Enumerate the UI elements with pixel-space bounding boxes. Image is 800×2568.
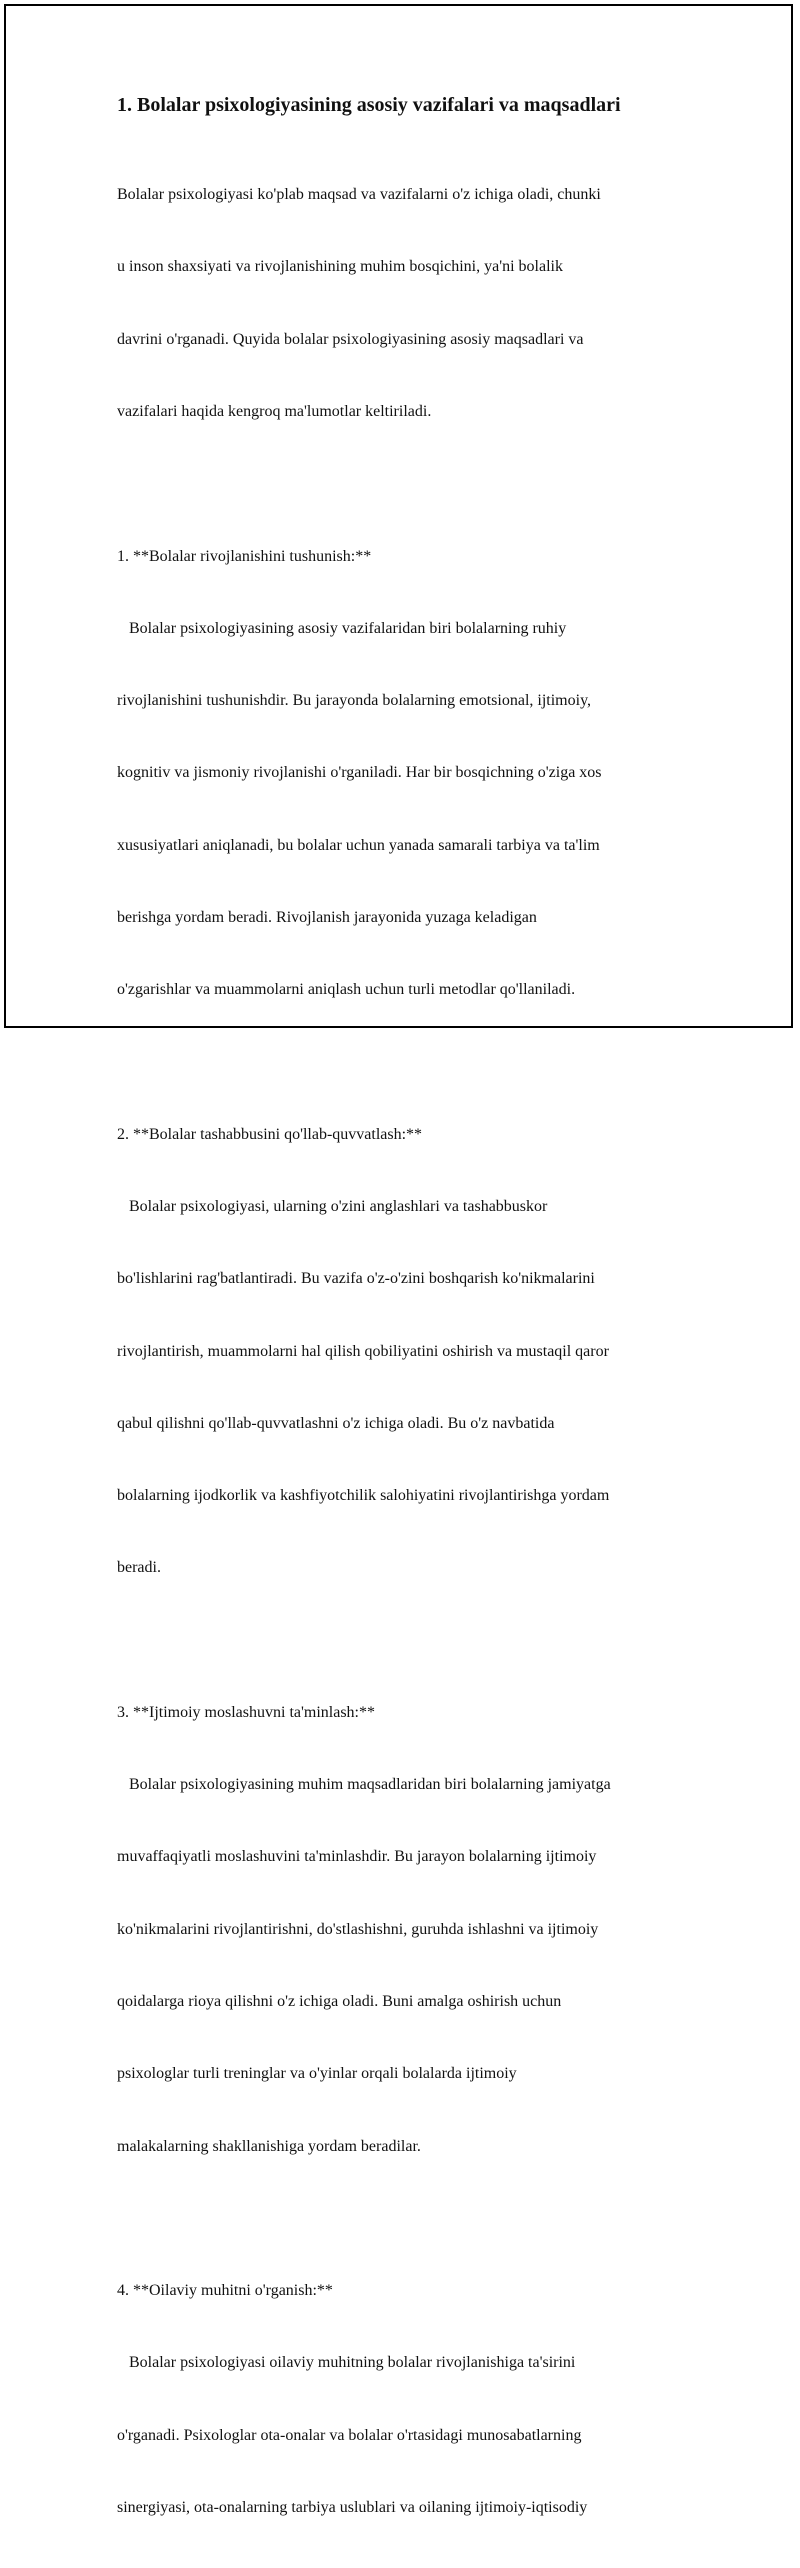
text-line: xususiyatlari aniqlanadi, bu bolalar uchun yanada samarali tarbiya va ta'lim	[117, 836, 600, 854]
text-line: o'zgarishlar va muammolarni aniqlash uchun turli metodlar qo'llaniladi.	[117, 981, 576, 999]
text-line: ko'nikmalarini rivojlantirishni, do'stlashishni, guruhda ishlashni va ijtimoiy	[117, 1920, 599, 1938]
list-item-4	[117, 2231, 697, 2568]
text-line: beradi.	[117, 1559, 161, 1577]
text-line: malakalarning shakllanishiga yordam beradilar.	[117, 2137, 421, 2155]
text-line: vazifalari haqida kengroq ma'lumotlar keltiriladi.	[117, 403, 432, 421]
text-line: rivojlanishini tushunishdir. Bu jarayonda bolalarning emotsional, ijtimoiy,	[117, 692, 592, 710]
text-line: psixologlar turli treninglar va o'yinlar orqali bolalarda ijtimoiy	[117, 2065, 517, 2083]
list-item-title: 1. **Bolalar rivojlanishini tushunish:**	[117, 547, 372, 565]
list-item-2	[117, 1074, 697, 1628]
text-line: bolalarning ijodkorlik va kashfiyotchilik salohiyatini rivojlantirishga yordam	[117, 1487, 610, 1505]
section-heading: 1. Bolalar psixologiyasining asosiy vazifalari va maqsadlari	[117, 94, 621, 116]
text-line: qoidalarga rioya qilishni o'z ichiga oladi. Buni amalga oshirish uchun	[117, 1992, 562, 2010]
text-line: Bolalar psixologiyasi ko'plab maqsad va vazifalarni o'z ichiga oladi, chunki	[117, 186, 601, 204]
text-line: rivojlantirish, muammolarni hal qilish qobiliyatini oshirish va mustaqil qaror	[117, 1342, 609, 1360]
intro-paragraph	[117, 135, 697, 472]
text-line: berishga yordam beradi. Rivojlanish jarayonida yuzaga keladigan	[117, 908, 537, 926]
text-line: bo'lishlarini rag'batlantiradi. Bu vazifa o'z-o'zini boshqarish ko'nikmalarini	[117, 1270, 595, 1288]
text-line: o'rganadi. Psixologlar ota-onalar va bolalar o'rtasidagi munosabatlarning	[117, 2426, 582, 2444]
text-line: muvaffaqiyatli moslashuvini ta'minlashdir. Bu jarayon bolalarning ijtimoiy	[117, 1848, 597, 1866]
list-item-title: 3. **Ijtimoiy moslashuvni ta'minlash:**	[117, 1703, 375, 1721]
text-line: Bolalar psixologiyasi oilaviy muhitning bolalar rivojlanishiga ta'sirini	[117, 2354, 576, 2372]
list-item-title: 4. **Oilaviy muhitni o'rganish:**	[117, 2281, 333, 2299]
text-line: Bolalar psixologiyasi, ularning o'zini anglashlari va tashabbuskor	[117, 1197, 548, 1215]
text-line: Bolalar psixologiyasining asosiy vazifalaridan biri bolalarning ruhiy	[117, 619, 567, 637]
text-line: kognitiv va jismoniy rivojlanishi o'rganiladi. Har bir bosqichning o'ziga xos	[117, 764, 602, 782]
text-line: davrini o'rganadi. Quyida bolalar psixologiyasining asosiy maqsadlari va	[117, 330, 584, 348]
list-item-3	[117, 1653, 697, 2207]
text-line: u inson shaxsiyati va rivojlanishining muhim bosqichini, ya'ni bolalik	[117, 258, 563, 276]
document-body	[117, 92, 697, 2568]
text-line: qabul qilishni qo'llab-quvvatlashni o'z ichiga oladi. Bu o'z navbatida	[117, 1414, 555, 1432]
list-item-title: 2. **Bolalar tashabbusini qo'llab-quvvatlash:**	[117, 1125, 423, 1143]
text-line: sinergiyasi, ota-onalarning tarbiya uslublari va oilaning ijtimoiy-iqtisodiy	[117, 2498, 588, 2516]
text-line: Bolalar psixologiyasining muhim maqsadlaridan biri bolalarning jamiyatga	[117, 1776, 611, 1794]
list-item-1	[117, 496, 697, 1050]
